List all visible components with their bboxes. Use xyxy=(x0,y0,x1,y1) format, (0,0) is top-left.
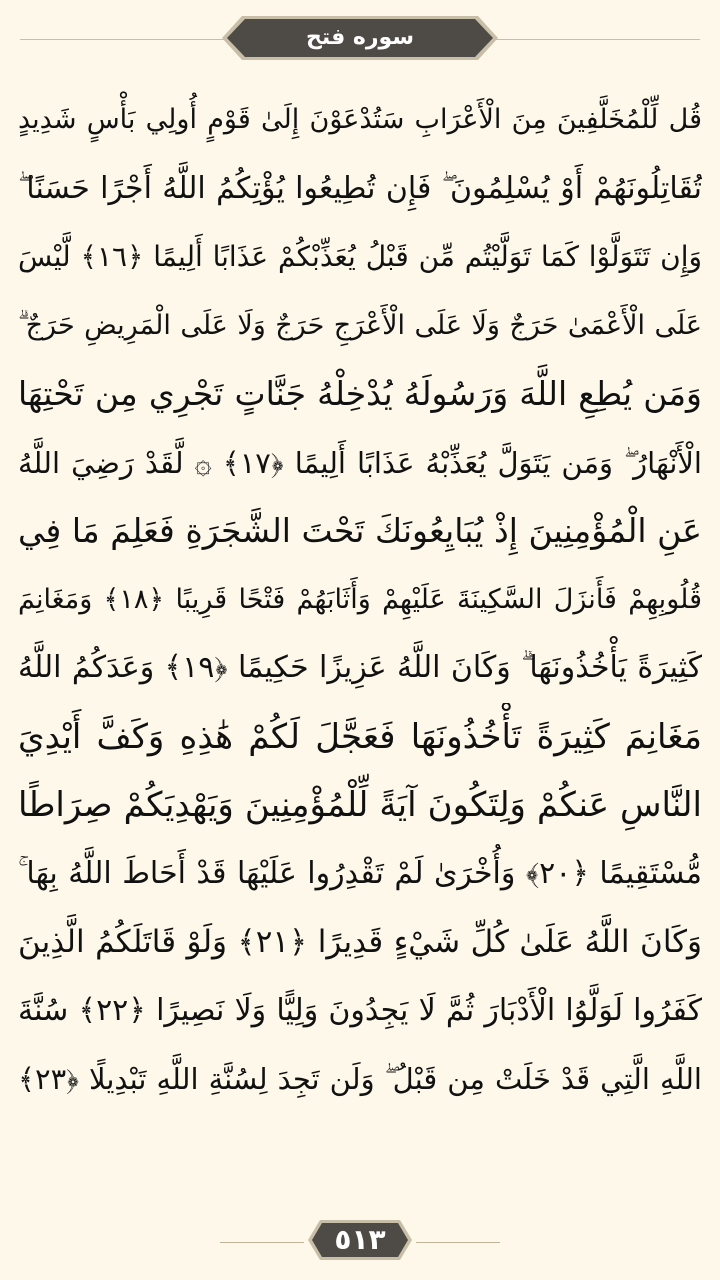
verse-line: مُّسْتَقِيمًا ﴿٢٠﴾ وَأُخْرَىٰ لَمْ تَقْدِرُوا عَلَيْهَا قَدْ أَحَاطَ اللَّهُ بِهَا ۚ xyxy=(18,855,702,891)
verse-line: عَنِ الْمُؤْمِنِينَ إِذْ يُبَايِعُونَكَ تَحْتَ الشَّجَرَةِ فَعَلِمَ مَا فِي xyxy=(18,511,702,550)
verse-line: قُلُوبِهِمْ فَأَنزَلَ السَّكِينَةَ عَلَيْهِمْ وَأَثَابَهُمْ فَتْحًا قَرِيبًا ﴿١٨﴾ وَمَغَانِمَ xyxy=(18,583,702,615)
quran-verses xyxy=(18,86,702,1114)
surah-title-banner xyxy=(220,14,500,62)
verse-line: كَفَرُوا لَوَلَّوُا الْأَدْبَارَ ثُمَّ لَا يَجِدُونَ وَلِيًّا وَلَا نَصِيرًا ﴿٢٢﴾ سُنَّةَ xyxy=(18,992,702,1028)
surah-title: سوره فتح xyxy=(306,25,414,50)
verse-line: وَمَن يُطِعِ اللَّهَ وَرَسُولَهُ يُدْخِلْهُ جَنَّاتٍ تَجْرِي مِن تَحْتِهَا xyxy=(18,374,702,413)
verse-line: الْأَنْهَارُ ۖ وَمَن يَتَوَلَّ يُعَذِّبْهُ عَذَابًا أَلِيمًا ﴿١٧﴾ ۞ لَّقَدْ رَضِيَ اللَّهُ xyxy=(18,445,702,480)
verse-line: مَغَانِمَ كَثِيرَةً تَأْخُذُونَهَا فَعَجَّلَ لَكُمْ هَٰذِهِ وَكَفَّ أَيْدِيَ xyxy=(18,716,702,757)
page-footer xyxy=(0,1212,720,1272)
verse-line: وَكَانَ اللَّهُ عَلَىٰ كُلِّ شَيْءٍ قَدِيرًا ﴿٢١﴾ وَلَوْ قَاتَلَكُمُ الَّذِينَ xyxy=(18,924,702,960)
page-number-badge xyxy=(306,1218,414,1262)
verse-line: النَّاسِ عَنكُمْ وَلِتَكُونَ آيَةً لِّلْمُؤْمِنِينَ وَيَهْدِيَكُمْ صِرَاطًا xyxy=(18,785,702,825)
footer-divider-left xyxy=(220,1242,304,1243)
verse-line: قُل لِّلْمُخَلَّفِينَ مِنَ الْأَعْرَابِ سَتُدْعَوْنَ إِلَىٰ قَوْمٍ أُولِي بَأْسٍ شَدِيدٍ xyxy=(18,104,702,135)
verse-line: اللَّهِ الَّتِي قَدْ خَلَتْ مِن قَبْلُ ۖ وَلَن تَجِدَ لِسُنَّةِ اللَّهِ تَبْدِيلًا ﴿٢٣﴾ xyxy=(18,1062,702,1096)
verse-line: كَثِيرَةً يَأْخُذُونَهَا ۗ وَكَانَ اللَّهُ عَزِيزًا حَكِيمًا ﴿١٩﴾ وَعَدَكُمُ اللَّهُ xyxy=(18,650,702,685)
verse-line: وَإِن تَتَوَلَّوْا كَمَا تَوَلَّيْتُم مِّن قَبْلُ يُعَذِّبْكُمْ عَذَابًا أَلِيمًا ﴿١٦﴾ لَّيْسَ xyxy=(18,240,702,273)
verse-line: عَلَى الْأَعْمَىٰ حَرَجٌ وَلَا عَلَى الْأَعْرَجِ حَرَجٌ وَلَا عَلَى الْمَرِيضِ حَرَجٌ ۗ xyxy=(18,309,702,341)
footer-divider-right xyxy=(416,1242,500,1243)
verse-line: تُقَاتِلُونَهُمْ أَوْ يُسْلِمُونَ ۖ فَإِن تُطِيعُوا يُؤْتِكُمُ اللَّهُ أَجْرًا حَسَنًا ۖ xyxy=(18,170,702,206)
page-number: ٥١٣ xyxy=(334,1223,386,1256)
